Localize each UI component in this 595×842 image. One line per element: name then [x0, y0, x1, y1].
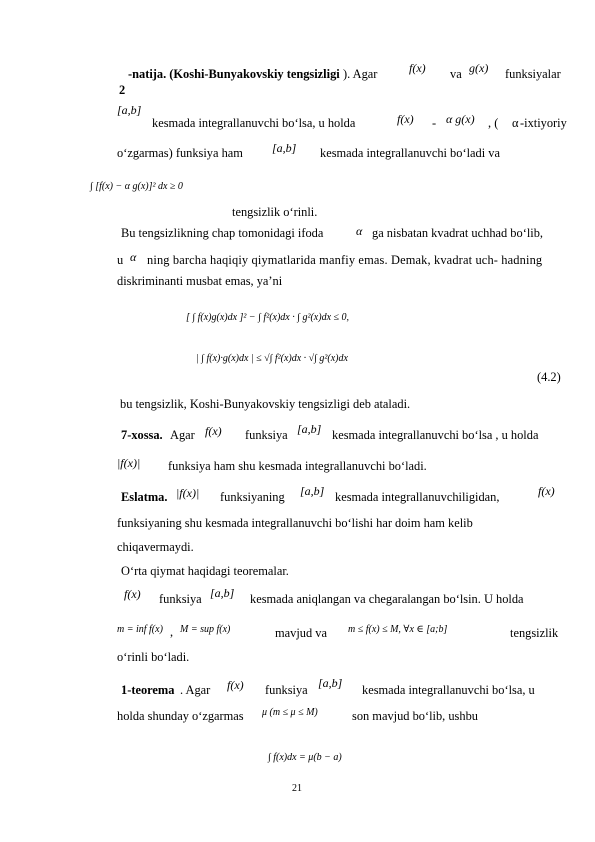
- p2-after-formula: bu tengsizlik, Koshi-Bunyakovskiy tengsizligi deb ataladi.: [120, 397, 411, 411]
- natija-number: 2: [119, 83, 126, 97]
- xossa7-label: 7-xossa.: [121, 428, 163, 442]
- xossa7-funksiya: funksiya: [245, 428, 288, 442]
- p1-line2-minus: -: [432, 116, 437, 130]
- p2-line2-b: ning barcha haqiqiy qiymatlarida manfiy emas. Demak, kvadrat uch- hadning: [147, 253, 543, 267]
- orta-orinli: o‘rinli bo‘ladi.: [117, 650, 190, 664]
- p1-line2-ixtiyoriy: -ixtiyoriy: [520, 116, 567, 130]
- orta-comma: ,: [170, 625, 174, 639]
- teorema1-line2-a: holda shunday o‘zgarmas: [117, 709, 244, 723]
- teorema1-text: kesmada integrallanuvchi bo‘lsa, u: [362, 683, 535, 697]
- alpha-symbol-2: α: [356, 224, 363, 238]
- formula-abs-f-x-2: |f(x)|: [176, 486, 200, 500]
- eslatma-label: Eslatma.: [121, 490, 168, 504]
- formula-alpha-g-x: α g(x): [446, 112, 475, 126]
- teorema1-label: 1-teorema: [121, 683, 175, 697]
- orta-heading: O‘rta qiymat haqidagi teoremalar.: [121, 564, 289, 578]
- natija-title-tail: ). Agar: [343, 67, 378, 81]
- teorema1-agar: . Agar: [180, 683, 211, 697]
- xossa7-text-2: funksiya ham shu kesmada integrallanuvchi bo‘ladi.: [168, 459, 427, 473]
- p1-line2-paren: , (: [488, 116, 499, 130]
- eslatma-line2: funksiyaning shu kesmada integrallanuvchi bo‘lishi har doim ham kelib: [117, 516, 473, 530]
- p1-tengsizlik-orinli: tengsizlik o‘rinli.: [232, 205, 318, 219]
- formula-cs-discriminant: [ ∫ f(x)g(x)dx ]² − ∫ f²(x)dx · ∫ g²(x)dx ≤ 0,: [186, 312, 349, 323]
- formula-f-x-3: f(x): [205, 424, 222, 438]
- formula-m-inf: m = inf f(x): [117, 624, 163, 635]
- orta-mavjud: mavjud va: [275, 626, 327, 640]
- natija-title: -natija. (Koshi-Bunyakovskiy tengsizligi: [128, 67, 340, 81]
- formula-g-x: g(x): [469, 61, 489, 75]
- orta-funksiya: funksiya: [159, 592, 202, 606]
- formula-interval-ab-3: [a,b]: [297, 422, 322, 436]
- teorema1-line2-b: son mavjud bo‘lib, ushbu: [352, 709, 478, 723]
- p2-line2-a: u: [117, 253, 124, 267]
- formula-interval-ab-5: [a,b]: [210, 586, 235, 600]
- formula-f-x-4: f(x): [538, 484, 555, 498]
- alpha-symbol: α: [512, 116, 519, 130]
- eslatma-line3: chiqavermaydi.: [117, 540, 194, 554]
- p1-line3-text-a: o‘zgarmas) funksiya ham: [117, 146, 243, 160]
- formula-mu: μ (m ≤ μ ≤ M): [262, 707, 318, 718]
- word-va: va: [450, 67, 462, 81]
- eslatma-text: kesmada integrallanuvchiligidan,: [335, 490, 500, 504]
- formula-interval-ab-2: [a,b]: [272, 141, 297, 155]
- word-funksiyalar: funksiyalar: [505, 67, 561, 81]
- formula-f-x-2: f(x): [397, 112, 414, 126]
- formula-f-x-5: f(x): [124, 587, 141, 601]
- formula-interval-ab-4: [a,b]: [300, 484, 325, 498]
- formula-cs-inequality: | ∫ f(x)·g(x)dx | ≤ √∫ f²(x)dx · √∫ g²(x)dx: [196, 353, 348, 364]
- teorema1-funksiya: funksiya: [265, 683, 308, 697]
- orta-text: kesmada aniqlangan va chegaralangan bo‘lsin. U holda: [250, 592, 524, 606]
- eslatma-funksiyaning: funksiyaning: [220, 490, 285, 504]
- equation-label: (4.2): [537, 370, 561, 384]
- formula-integral-inequality: ∫ [f(x) − α g(x)]² dx ≥ 0: [90, 181, 183, 192]
- p2-line3: diskriminanti musbat emas, ya’ni: [117, 274, 283, 288]
- xossa7-agar: Agar: [170, 428, 195, 442]
- formula-f-x-6: f(x): [227, 678, 244, 692]
- formula-interval-ab-6: [a,b]: [318, 676, 343, 690]
- orta-tengsizlik: tengsizlik: [510, 626, 559, 640]
- formula-mean-value: ∫ f(x)dx = μ(b − a): [268, 752, 342, 763]
- p2-line1-b: ga nisbatan kvadrat uchhad bo‘lib,: [372, 226, 544, 240]
- p2-line1-a: Bu tengsizlikning chap tomonidagi ifoda: [121, 226, 324, 240]
- formula-abs-f-x: |f(x)|: [117, 456, 141, 470]
- alpha-symbol-3: α: [130, 250, 137, 264]
- xossa7-text: kesmada integrallanuvchi bo‘lsa , u holda: [332, 428, 539, 442]
- formula-bounds: m ≤ f(x) ≤ M, ∀x ∈ [a;b]: [348, 624, 448, 635]
- formula-interval-ab: [a,b]: [117, 103, 142, 117]
- page-number: 21: [292, 783, 302, 794]
- formula-f-x: f(x): [409, 61, 426, 75]
- formula-M-sup: M = sup f(x): [180, 624, 231, 635]
- p1-line2-text: kesmada integrallanuvchi bo‘lsa, u holda: [152, 116, 356, 130]
- p1-line3-text-b: kesmada integrallanuvchi bo‘ladi va: [320, 146, 500, 160]
